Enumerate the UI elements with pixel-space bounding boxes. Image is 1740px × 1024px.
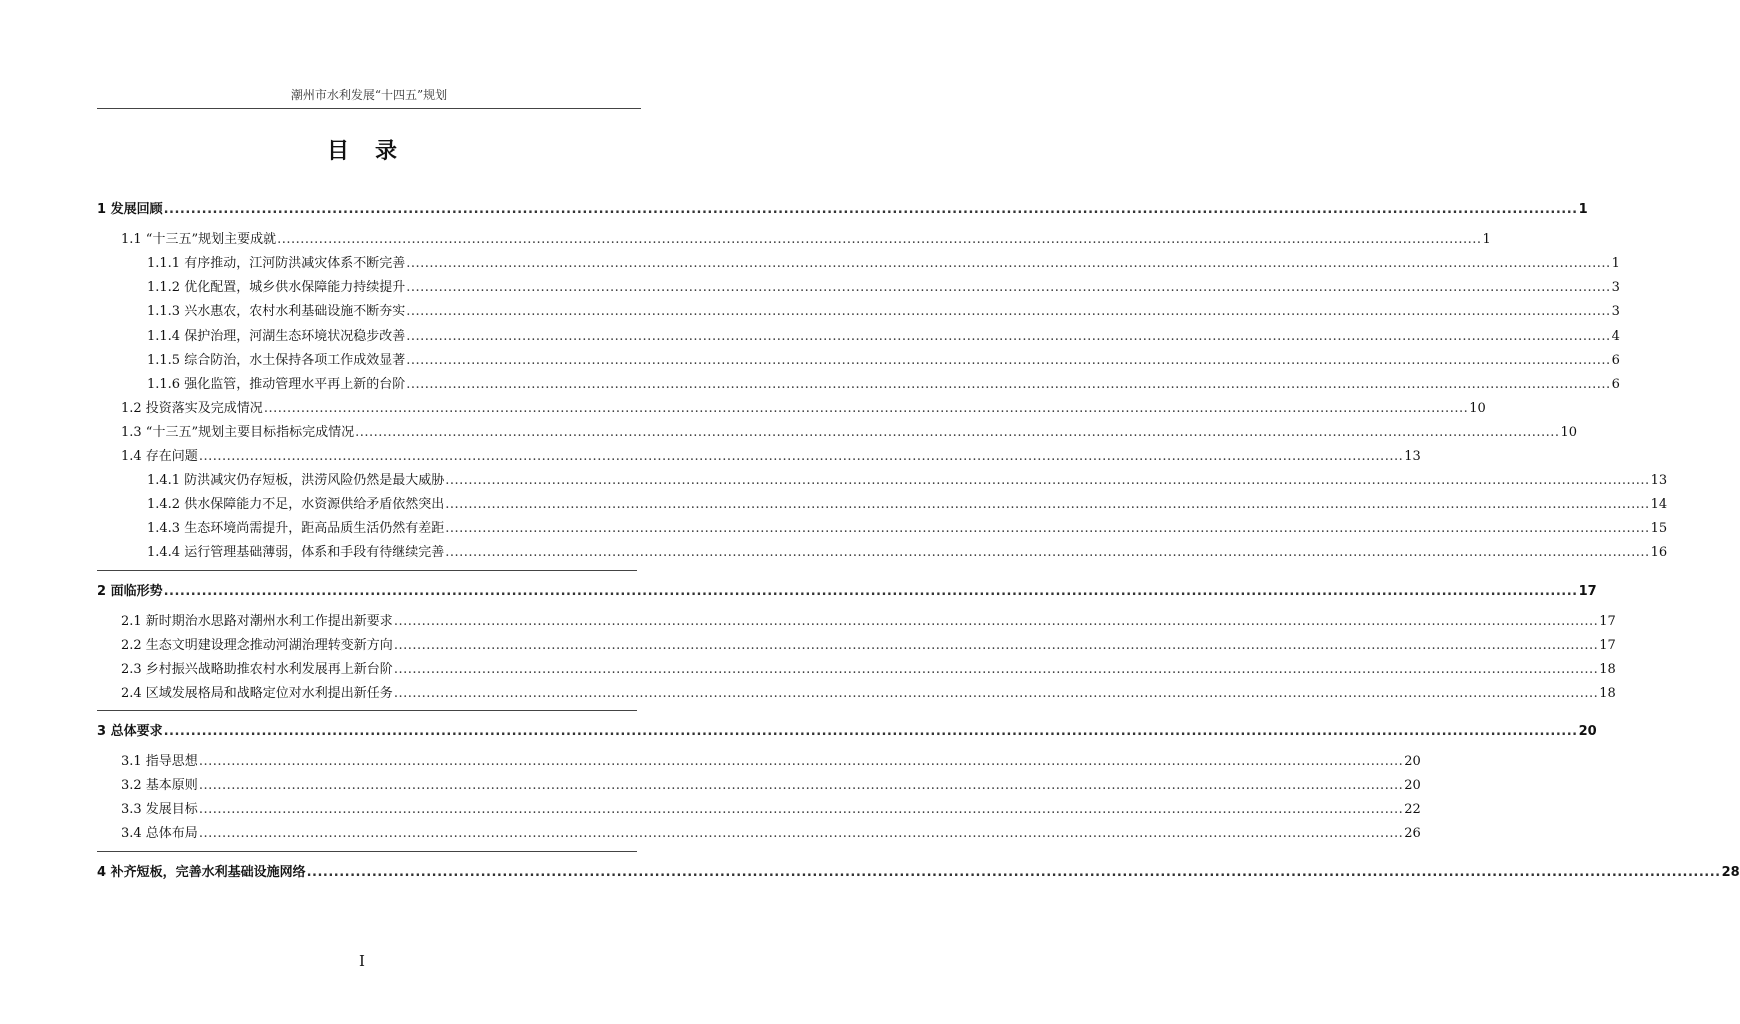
- toc-entry-label: 1.1.4 保护治理，河湖生态环境状况稳步改善: [147, 328, 406, 344]
- toc-leader-dots: ....................................................................................................................................................................................................................................................................: [445, 545, 1650, 561]
- toc-entry-page: 20: [1404, 754, 1421, 770]
- toc-entry-page: 18: [1599, 661, 1616, 677]
- toc-entry-page: 3: [1611, 304, 1620, 320]
- toc-entry-label: 3.2 基本原则: [121, 778, 198, 794]
- toc-leader-dots: ....................................................................................................................................................................................................................................................................: [263, 400, 1469, 416]
- toc-entry-page: 16: [1650, 545, 1668, 561]
- toc-leader-dots: ....................................................................................................................................................................................................................................................................: [163, 583, 1578, 599]
- toc-entry-page: 14: [1650, 497, 1668, 513]
- toc-entry-page: 17: [1599, 613, 1616, 629]
- toc-entry-level-1[interactable]: [97, 580, 1597, 599]
- toc-entry-level-2[interactable]: [97, 658, 1616, 677]
- running-header: 潮州市水利发展“十四五”规划: [290, 88, 448, 102]
- toc-leader-dots: ....................................................................................................................................................................................................................................................................: [393, 637, 1599, 653]
- page-title: 目录: [326, 139, 423, 164]
- toc-entry-page: 1: [1482, 232, 1491, 248]
- toc-entry-label: 1.2 投资落实及完成情况: [121, 400, 263, 416]
- toc-entry-level-2[interactable]: [97, 421, 1578, 440]
- toc-entry-page: 17: [1599, 637, 1616, 653]
- toc-leader-dots: ....................................................................................................................................................................................................................................................................: [198, 778, 1404, 794]
- toc-leader-dots: ....................................................................................................................................................................................................................................................................: [406, 376, 1611, 392]
- toc-entry-level-3[interactable]: [97, 517, 1668, 537]
- toc-entry-level-3[interactable]: [97, 252, 1620, 272]
- toc-entry-label: 2 面临形势: [97, 583, 163, 599]
- toc-entry-page: 13: [1650, 473, 1668, 489]
- toc-entry-level-2[interactable]: [97, 798, 1421, 818]
- toc-entry-label: 1.4.2 供水保障能力不足，水资源供给矛盾依然突出: [147, 497, 445, 513]
- header-rule: [97, 108, 641, 109]
- toc-entry-label: 3.4 总体布局: [121, 826, 198, 842]
- toc-entry-label: 2.3 乡村振兴战略助推农村水利发展再上新台阶: [121, 661, 393, 677]
- toc-entry-page: 6: [1611, 352, 1620, 368]
- toc-entry-label: 1.1.6 强化监管，推动管理水平再上新的台阶: [147, 376, 406, 392]
- toc-leader-dots: ....................................................................................................................................................................................................................................................................: [198, 754, 1404, 770]
- toc-entry-label: 1.4.1 防洪减灾仍存短板，洪涝风险仍然是最大威胁: [147, 473, 445, 489]
- toc-entry-level-1[interactable]: [97, 861, 1740, 880]
- toc-entry-level-3[interactable]: [97, 349, 1620, 368]
- toc-leader-dots: ....................................................................................................................................................................................................................................................................: [406, 256, 1611, 272]
- toc-entry-label: 1.3 “十三五”规划主要目标指标完成情况: [121, 424, 355, 440]
- toc-entry-page: 6: [1611, 376, 1620, 392]
- toc-entry-page: 3: [1611, 280, 1620, 296]
- toc-entry-label: 2.4 区域发展格局和战略定位对水利提出新任务: [121, 685, 393, 701]
- toc-entry-level-2[interactable]: [97, 682, 1616, 701]
- toc-entry-page: 13: [1404, 449, 1421, 464]
- toc-entry-level-2[interactable]: [97, 774, 1421, 794]
- toc-entry-page: 10: [1469, 400, 1486, 416]
- toc-entry-page: 17: [1578, 583, 1597, 599]
- chapter-separator: [97, 710, 637, 711]
- toc-entry-label: 2.1 新时期治水思路对潮州水利工作提出新要求: [121, 613, 393, 629]
- toc-entry-label: 1.1 “十三五”规划主要成就: [121, 232, 277, 248]
- toc-entry-level-2[interactable]: [97, 634, 1616, 653]
- toc-entry-label: 4 补齐短板，完善水利基础设施网络: [97, 864, 306, 880]
- toc-entry-level-2[interactable]: [97, 610, 1616, 629]
- toc-leader-dots: ....................................................................................................................................................................................................................................................................: [198, 449, 1404, 464]
- toc-leader-dots: ....................................................................................................................................................................................................................................................................: [355, 424, 1560, 440]
- toc-leader-dots: ....................................................................................................................................................................................................................................................................: [406, 352, 1611, 368]
- toc-entry-page: 15: [1650, 521, 1668, 537]
- chapter-separator: [97, 570, 637, 571]
- toc-leader-dots: ....................................................................................................................................................................................................................................................................: [406, 304, 1611, 320]
- toc-entry-label: 2.2 生态文明建设理念推动河湖治理转变新方向: [121, 637, 393, 653]
- toc-entry-page: 28: [1721, 864, 1740, 880]
- toc-entry-label: 1.4 存在问题: [121, 449, 198, 464]
- toc-entry-level-2[interactable]: [97, 822, 1421, 842]
- toc-entry-page: 1: [1578, 202, 1588, 217]
- toc-leader-dots: ....................................................................................................................................................................................................................................................................: [198, 826, 1404, 842]
- toc-entry-level-2[interactable]: [97, 228, 1491, 248]
- toc-leader-dots: ....................................................................................................................................................................................................................................................................: [393, 661, 1599, 677]
- toc-entry-level-3[interactable]: [97, 276, 1620, 296]
- toc-entry-label: 1.1.1 有序推动，江河防洪减灾体系不断完善: [147, 256, 406, 272]
- toc-leader-dots: ....................................................................................................................................................................................................................................................................: [163, 202, 1578, 217]
- toc-entry-level-2[interactable]: [97, 397, 1486, 416]
- toc-entry-page: 1: [1611, 256, 1620, 272]
- toc-entry-level-3[interactable]: [97, 373, 1620, 392]
- toc-entry-page: 20: [1578, 724, 1597, 739]
- toc-entry-page: 10: [1560, 424, 1578, 440]
- toc-entry-label: 1.4.4 运行管理基础薄弱，体系和手段有待继续完善: [147, 545, 445, 561]
- page-number: I: [359, 952, 365, 970]
- toc-leader-dots: ....................................................................................................................................................................................................................................................................: [198, 802, 1404, 818]
- toc-leader-dots: ....................................................................................................................................................................................................................................................................: [445, 521, 1650, 537]
- toc-entry-level-1[interactable]: [97, 198, 1588, 217]
- toc-entry-level-1[interactable]: [97, 720, 1597, 739]
- toc-entry-level-2[interactable]: [97, 445, 1421, 464]
- toc-entry-level-3[interactable]: [97, 469, 1668, 489]
- chapter-separator: [97, 851, 637, 852]
- toc-entry-page: 4: [1611, 328, 1620, 344]
- toc-entry-label: 1.1.3 兴水惠农，农村水利基础设施不断夯实: [147, 304, 406, 320]
- toc-entry-page: 20: [1404, 778, 1421, 794]
- toc-entry-page: 26: [1404, 826, 1421, 842]
- toc-entry-label: 1.1.5 综合防治，水土保持各项工作成效显著: [147, 352, 406, 368]
- toc-entry-label: 3.1 指导思想: [121, 754, 198, 770]
- toc-leader-dots: ....................................................................................................................................................................................................................................................................: [445, 473, 1650, 489]
- toc-entry-level-3[interactable]: [97, 493, 1668, 513]
- toc-leader-dots: ....................................................................................................................................................................................................................................................................: [406, 280, 1611, 296]
- toc-entry-level-2[interactable]: [97, 750, 1421, 770]
- toc-leader-dots: ....................................................................................................................................................................................................................................................................: [406, 328, 1611, 344]
- toc-entry-level-3[interactable]: [97, 325, 1620, 344]
- toc-entry-label: 1.4.3 生态环境尚需提升，距高品质生活仍然有差距: [147, 521, 445, 537]
- toc-entry-page: 18: [1599, 685, 1616, 701]
- toc-entry-label: 1 发展回顾: [97, 202, 163, 217]
- toc-entry-page: 22: [1404, 802, 1421, 818]
- toc-leader-dots: ....................................................................................................................................................................................................................................................................: [163, 724, 1578, 739]
- toc-entry-level-3[interactable]: [97, 300, 1620, 320]
- toc-entry-level-3[interactable]: [97, 541, 1668, 561]
- toc-leader-dots: ....................................................................................................................................................................................................................................................................: [393, 685, 1599, 701]
- toc-leader-dots: ....................................................................................................................................................................................................................................................................: [393, 613, 1599, 629]
- toc-entry-label: 3.3 发展目标: [121, 802, 198, 818]
- toc-leader-dots: ....................................................................................................................................................................................................................................................................: [277, 232, 1482, 248]
- toc-entry-label: 1.1.2 优化配置，城乡供水保障能力持续提升: [147, 280, 406, 296]
- toc-leader-dots: ....................................................................................................................................................................................................................................................................: [306, 864, 1721, 880]
- toc-entry-label: 3 总体要求: [97, 724, 163, 739]
- toc-leader-dots: ....................................................................................................................................................................................................................................................................: [445, 497, 1650, 513]
